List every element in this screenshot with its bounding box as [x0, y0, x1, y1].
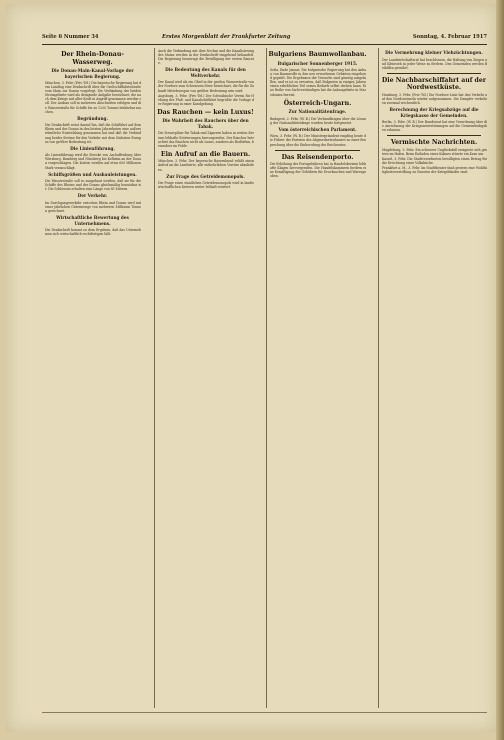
section-divider [275, 150, 360, 151]
article-paragraph: Der Kanal wird als ein Glied in der großen Wasserstraße von der Nordsee zum Schwarzen Meer bezeichnet, die für die Zukunft Mitteleuropas von größter Bedeutung sein wird. [158, 80, 255, 93]
article-headline: Die Nachbarschiffahrt auf der Nordwestküste. [381, 76, 487, 92]
article-headline: Das Reisendenporto. [281, 153, 354, 161]
article-subheading: Bulgarischer Sonnenberger 1915. [277, 60, 358, 66]
article-paragraph: Hamburg, 3. Febr. (Priv.-Tel.) Die Nordsee-Linie hat den Verkehr auf den Nordseeinseln wieder aufgenommen. Die Dampfer verkehren zweimal wöchentlich. [382, 92, 487, 105]
article-paragraph: Die Erhöhung der Portogebühren hat in Handelskreisen lebhafte Klagen hervorgerufen. Die Handelskammern fordern eine Ermäßigung der Gebühren für Drucksachen und Warenproben. [270, 162, 366, 179]
column-2 [154, 48, 256, 708]
article-paragraph: Auch die Verbindung mit dem Neckar und die Kanalisierung des Mains werden in der Denkschrift eingehend behandelt. Die Regierung beantragt die Bewilligung der ersten Baurate. [158, 49, 254, 66]
article-paragraph: Sofia, Ende Januar. Die bulgarische Regierung hat den Anbau von Baumwolle in den neu erworbenen Gebieten eingehend geprüft. Die Ergebnisse der Versuche sind günstig ausgefallen, und es ist zu erwarten, daß Bulgarien in einigen Jahren einen erheblichen Teil seines Bedarfs selbst decken kann. Eine Reihe von Sachverständigen hat die Anbaugebiete in Mazedonien bereist. [270, 68, 366, 97]
article-subheading: Berechnung der Kriegsabzüge auf die Kriegskasse der Gemeinden. [389, 107, 479, 118]
section-divider [387, 135, 481, 136]
article-paragraph: Magdeburg, 3. Febr. Ein schwerer Unglücksfall ereignete sich gestern im Hafen. Beim Entladen eines Kahnes stürzte ein Kran um. [382, 147, 487, 156]
newspaper-page [6, 4, 497, 732]
article-paragraph: Im Durchgangsverkehr zwischen Rhein und Donau wird mit einer jährlichen Gütermenge von mehreren Millionen Tonnen gerechnet. [45, 200, 141, 214]
column-1 [42, 48, 143, 708]
page-number: Seite 6 Nummer 34 [42, 34, 99, 40]
article-paragraph: Die Steuerpläne für Tabak und Zigarren haben in weiten Kreisen lebhafte Erörterungen hervorgerufen. Der Raucher betrachtet das Rauchen nicht als Luxus, sondern als Bedürfnis, besonders im Felde. [158, 131, 254, 148]
article-subheading: Schiffsgrößen und Ausbauleistungen. [48, 171, 137, 177]
book-binding-edge [496, 0, 504, 740]
article-paragraph: Kassel, 3. Febr. Die Stadtverordneten bewilligten einen Betrag für die Errichtung einer Volksküche. [382, 157, 487, 166]
article-subheading: Die Vermehrung kleiner Viehzüchtungen. [385, 50, 483, 55]
article-subheading: Begründung. [77, 115, 108, 121]
article-headline: Ein Aufruf an die Bauern. [160, 150, 251, 158]
article-paragraph: München, 3. Febr. Der bayerische Bauernbund erläßt einen Aufruf an die Landwirte, alle entbehrlichen Vorräte abzuliefern. [158, 159, 254, 172]
column-3 [266, 48, 368, 708]
article-headline: Das Rauchen — kein Luxus! [157, 108, 254, 116]
bottom-rule [42, 712, 487, 713]
article-paragraph: Die Denkschrift weist darauf hin, daß die Schiffahrt auf dem Rhein und der Donau in den letzten Jahrzehnten eine außerordentliche Entwicklung genommen hat und daß die Verbindung beider Ströme für den Verkehr mit dem Südosten Europas von größter Bedeutung ist. [45, 123, 141, 144]
article-paragraph: Frankfurt a. M., 3. Febr. Im Stadttheater fand gestern eine Wohltätigkeitsvorstellung zu Gunsten der Kriegsblinden statt. [382, 166, 487, 175]
article-paragraph: Die Denkschrift kommt zu dem Ergebnis, daß das Unternehmen sich wirtschaftlich rechtfertigen läßt. [45, 228, 141, 237]
article-subheading: Die Donau-Main-Kanal-Vorlage der bayerischen Regierung. [51, 68, 134, 79]
article-subheading: Die Bedeutung des Kanals für den Weltverkehr. [165, 67, 246, 78]
column-4 [378, 48, 489, 708]
article-paragraph: Die Wasserstraße soll so ausgebaut werden, daß sie für die Schiffe des Rheins und der Donau gleichmäßig benutzbar ist. Die Schleusen erhalten eine Länge von 85 Metern. [45, 179, 141, 192]
article-subheading: Zur Nationalitätenfrage. [288, 109, 347, 115]
article-headline: Österreich-Ungarn. [283, 99, 352, 107]
section-divider [387, 73, 481, 74]
article-paragraph: Als Linienführung wird die Strecke von Aschaffenburg über Würzburg, Bamberg und Nürnberg bis Kelheim an der Donau vorgeschlagen. Die Kosten werden auf etwa 600 Millionen Mark veranschlagt. [45, 153, 141, 170]
article-subheading: Zur Frage des Getreidemonopols. [166, 173, 245, 179]
article-paragraph: Augsburg, 3. Febr. (Priv.-Tel.) Der Schwäbische Verein für Hebung der Fluß- und Kanalschiffahrt begrüßte die Vorlage der Regierung in einer Kundgebung. [158, 93, 254, 106]
article-headline: Bulgariens Baumwollanbau. [268, 51, 367, 58]
article-subheading: Die Linienführung. [70, 145, 115, 151]
article-subheading: Wirtschaftliche Bewertung des Unternehmens. [56, 215, 129, 226]
issue-date: Sonntag, 4. Februar 1917 [412, 34, 487, 40]
header-rule [42, 44, 487, 45]
article-paragraph: München, 3. Febr. (Priv.-Tel.) Die bayerische Regierung hat dem Landtag eine Denkschrift über die Großschiffahrtsstraße vom Main zur Donau vorgelegt. Die Verbindung der beiden Stromgebiete wird als dringende Aufgabe bezeichnet, die nach dem Kriege mit aller Kraft in Angriff genommen werden soll. Der Ausbau soll in mehreren Abschnitten erfolgen und die Wasserstraße für Schiffe bis zu 1200 Tonnen befahrbar machen. [45, 81, 141, 114]
article-paragraph: Berlin, 3. Febr. (W. B.) Der Bundesrat hat eine Verordnung über die Anrechnung der Kriegsunterstützungen auf die Gemeindeabgaben erlassen. [382, 120, 487, 133]
article-headline: Vermischte Nachrichten. [390, 139, 478, 147]
article-paragraph: Der Landwirtschaftsrat hat beschlossen, die Haltung von Ziegen und Kleinvieh in jeder Weise zu fördern. Den Gemeinden werden Beihilfen gewährt. [382, 57, 487, 70]
article-paragraph: Wien, 3. Febr. (W. B.) Der Ministerpräsident empfing heute die Führer der Parteien des Abgeordnetenhauses zu einer Besprechung über die Einberufung des Reichsrates. [270, 134, 366, 147]
columns [42, 48, 488, 708]
article-subheading: Die Wahrheit des Rauchers über den Tabak. [162, 118, 249, 129]
article-paragraph: Budapest, 2. Febr. (W. B.) Die Verhandlungen über die Lösung der Nationalitätenfrage wurden heute fortgesetzt. [270, 116, 366, 125]
article-subheading: Vom österreichischen Parlament. [278, 126, 357, 132]
article-subheading: Der Verkehr. [77, 193, 108, 199]
article-headline: Der Rhein-Donau-Wasserweg. [61, 51, 124, 66]
article-paragraph: Die Frage eines staatlichen Getreidemonopols wird in landwirtschaftlichen Kreisen weiter lebhaft erörtert. [158, 181, 254, 190]
newspaper-title: Erstes Morgenblatt der Frankfurter Zeitung [162, 34, 291, 40]
